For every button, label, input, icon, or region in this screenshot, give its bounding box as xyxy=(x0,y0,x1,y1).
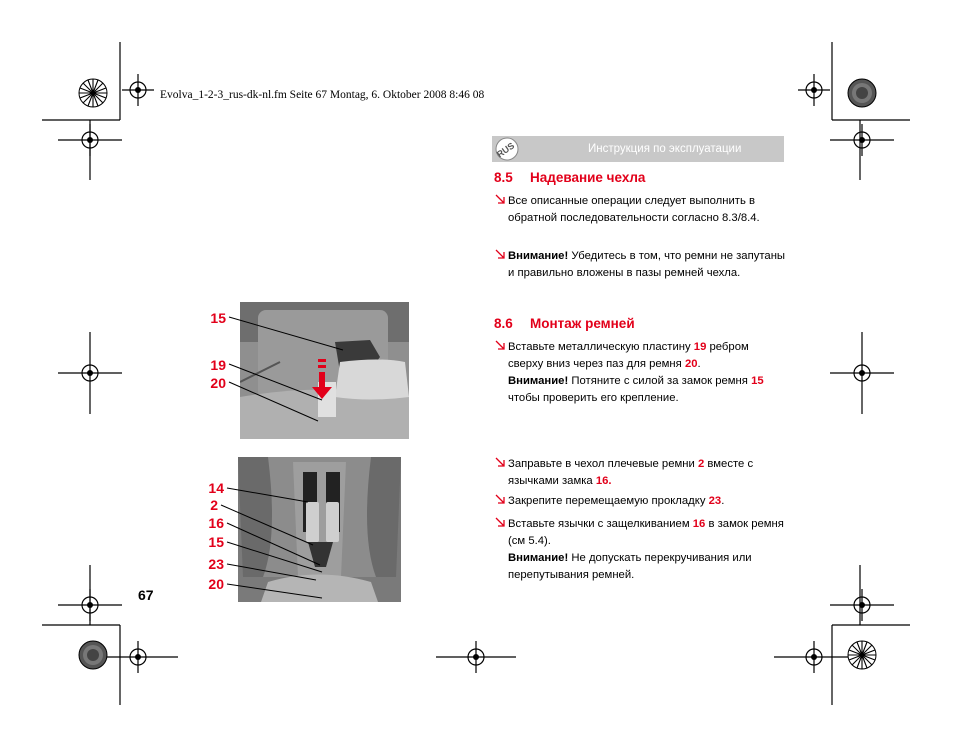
paragraph: Заправьте в чехол плечевые ремни 2 вместе с язычками замка 16. xyxy=(495,456,787,490)
page-number: 67 xyxy=(138,587,154,603)
file-info: Evolva_1-2-3_rus-dk-nl.fm Seite 67 Montag, 6. Oktober 2008 8:46 08 xyxy=(160,89,485,101)
section-number: 8.5 xyxy=(494,170,513,185)
badge-label: RUS xyxy=(494,140,517,160)
paragraph: Вставьте язычки с защелкиванием 16 в замок ремня (см 5.4). Внимание! Не допускать перекручивания или перепутывания ремней. xyxy=(495,516,787,584)
paragraph: Внимание! Убедитесь в том, что ремни не запутаны и правильно вложены в пазы ремней чехла. xyxy=(495,248,787,282)
warning-label: Внимание! xyxy=(508,375,569,387)
callout-label: 15 xyxy=(210,310,226,326)
callout-label: 19 xyxy=(210,357,226,373)
callout-label: 23 xyxy=(208,556,224,572)
callout-label: 20 xyxy=(208,576,224,592)
section-title: Монтаж ремней xyxy=(530,316,635,331)
section-number: 8.6 xyxy=(494,316,513,331)
callout-label: 16 xyxy=(208,515,224,531)
section-title: Надевание чехла xyxy=(530,170,646,185)
paragraph: Все описанные операции следует выполнить в обратной последовательности согласно 8.3/8.4. xyxy=(495,193,787,227)
callout-label: 14 xyxy=(208,480,224,496)
warning-label: Внимание! xyxy=(508,552,569,564)
warning-label: Внимание! xyxy=(508,250,569,262)
callout-label: 15 xyxy=(208,534,224,550)
paragraph: Вставьте металлическую пластину 19 ребром сверху вниз через паз для ремня 20. Внимание! Потяните с силой за замок ремня 15 чтобы проверить его крепление. xyxy=(495,339,787,407)
header-title: Инструкция по эксплуатации xyxy=(588,143,742,155)
paragraph: Закрепите перемещаемую прокладку 23. xyxy=(495,493,787,510)
callout-label: 20 xyxy=(210,375,226,391)
callout-label: 2 xyxy=(210,497,218,513)
